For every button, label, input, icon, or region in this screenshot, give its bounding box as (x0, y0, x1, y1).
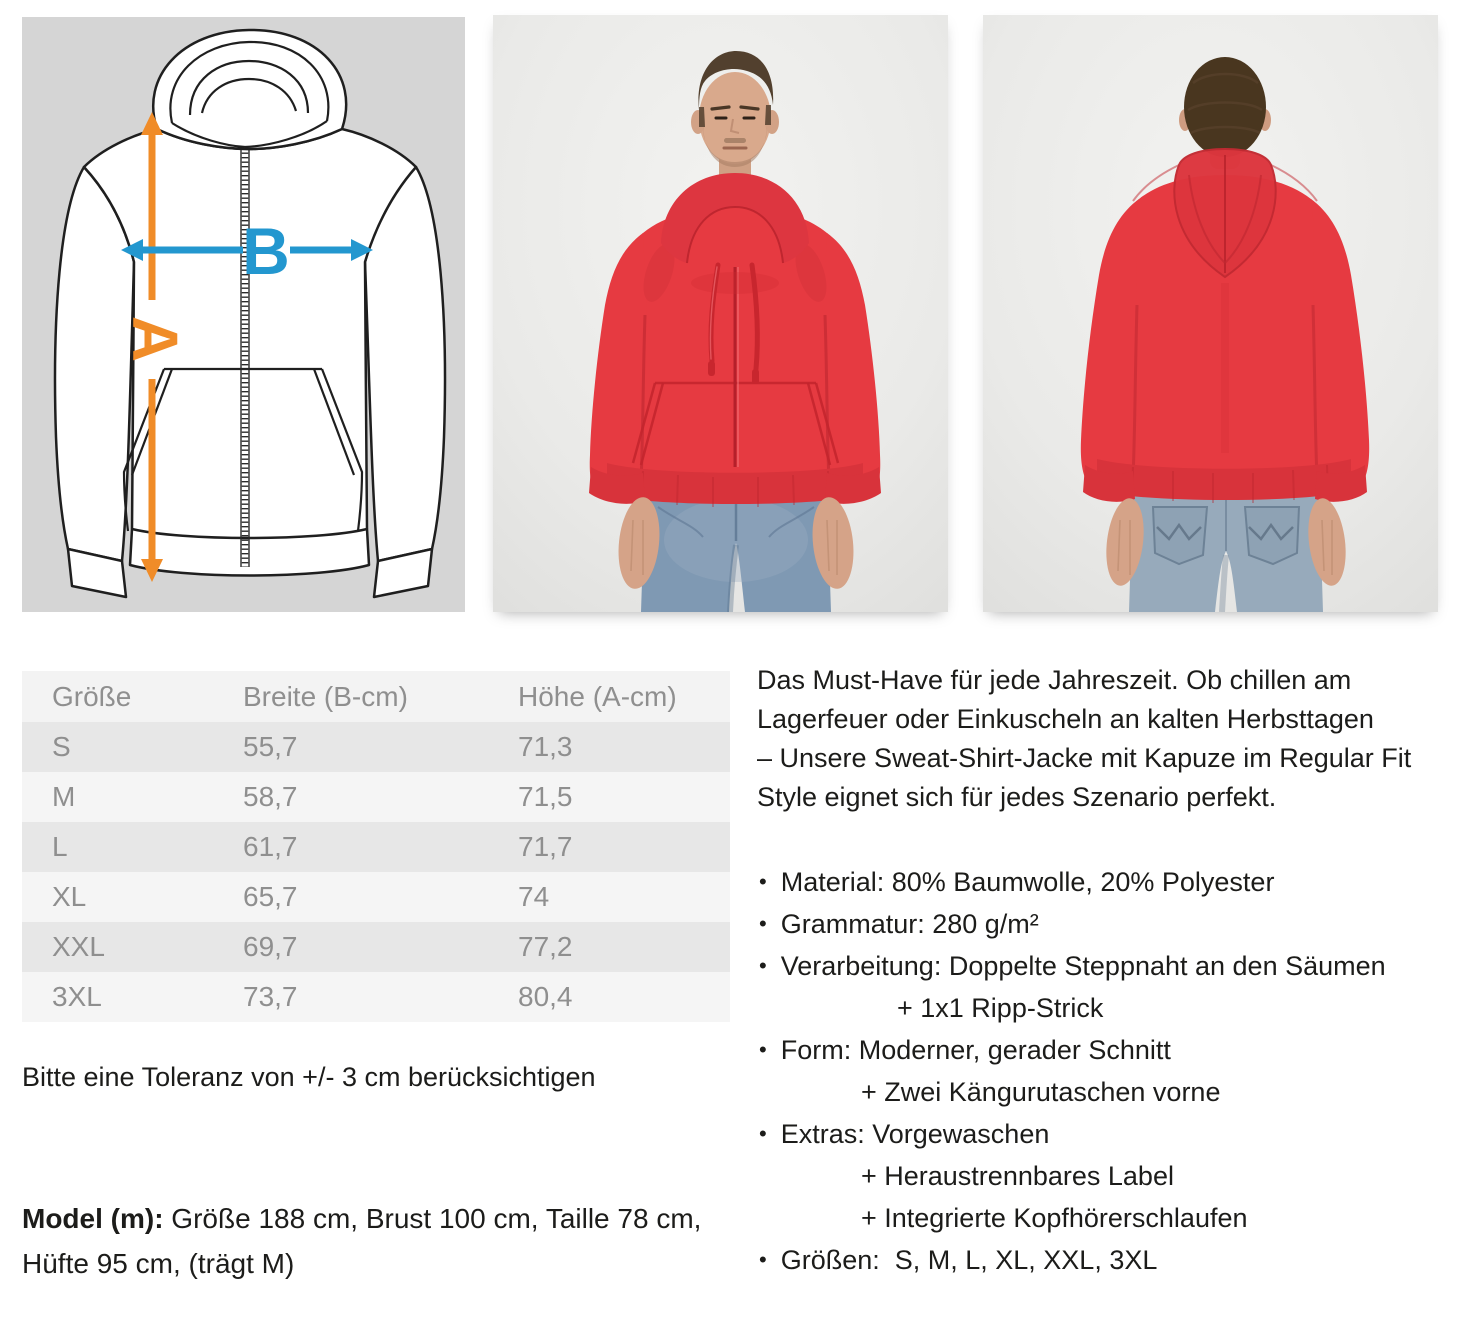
cell-size: 3XL (52, 981, 102, 1012)
model-front-photo (493, 15, 948, 612)
cell-size: S (52, 731, 71, 762)
table-row (22, 722, 730, 772)
model-measurements-note (22, 1196, 728, 1286)
tolerance-note: Bitte eine Toleranz von +/- 3 cm berücksichtigen (22, 1062, 596, 1092)
cell-height: 71,7 (518, 831, 573, 862)
feature-item: • Material: 80% Baumwolle, 20% Polyester (757, 861, 1457, 903)
model-label: Model (m): (22, 1203, 164, 1234)
jeans-back (1129, 483, 1323, 612)
table-row (22, 872, 730, 922)
size-table-header (22, 671, 730, 722)
cell-height: 74 (518, 881, 550, 912)
model-text: Größe 188 cm, Brust 100 cm, Taille 78 cm, Hüfte 95 cm, (trägt M) (22, 1203, 702, 1279)
cell-width: 65,7 (243, 881, 298, 912)
feature-extra: + 1x1 Ripp-Strick (897, 993, 1104, 1023)
intro-line: Lagerfeuer oder Einkuscheln an kalten Herbsttagen (757, 704, 1374, 734)
hoodie-outline-drawing (22, 17, 465, 612)
cell-size: XXL (52, 931, 105, 962)
size-table (22, 671, 730, 1022)
cell-height: 71,5 (518, 781, 573, 812)
height-label: A (119, 315, 191, 363)
cell-width: 55,7 (243, 731, 298, 762)
col-header-size: Größe (52, 680, 132, 712)
table-row (22, 822, 730, 872)
hoodie-front (589, 207, 881, 507)
col-header-height: Höhe (A-cm) (518, 680, 677, 712)
front-view-illustration (493, 15, 948, 612)
width-label: B (242, 214, 290, 288)
cell-width: 61,7 (243, 831, 298, 862)
table-row (22, 772, 730, 822)
cell-height: 71,3 (518, 731, 573, 762)
intro-line: Style eignet sich für jedes Szenario perfekt. (757, 782, 1277, 812)
feature-item: • Extras: Vorgewaschen (757, 1113, 1457, 1155)
cell-width: 73,7 (243, 981, 298, 1012)
table-row (22, 922, 730, 972)
col-header-width: Breite (B-cm) (243, 680, 408, 712)
cell-size: XL (52, 881, 87, 912)
feature-item: • Grammatur: 280 g/m² (757, 903, 1457, 945)
cell-height: 80,4 (518, 981, 573, 1012)
intro-line: – Unsere Sweat-Shirt-Jacke mit Kapuze im Regular Fit (757, 743, 1412, 773)
back-view-illustration (983, 15, 1438, 612)
product-feature-list (757, 861, 1457, 1281)
feature-item: • Form: Moderner, gerader Schnitt (757, 1029, 1457, 1071)
cell-width: 58,7 (243, 781, 298, 812)
cell-size: M (52, 781, 76, 812)
size-diagram-panel (22, 17, 465, 612)
table-row (22, 972, 730, 1022)
model-back-photo (983, 15, 1438, 612)
product-description-intro (757, 661, 1457, 817)
feature-item: • Größen: S, M, L, XL, XXL, 3XL (757, 1239, 1457, 1281)
cell-height: 77,2 (518, 931, 573, 962)
feature-extra: + Heraustrennbares Label (861, 1161, 1174, 1191)
feature-extra: + Integrierte Kopfhörerschlaufen (861, 1203, 1248, 1233)
intro-line: Das Must-Have für jede Jahreszeit. Ob chillen am (757, 665, 1352, 695)
cell-width: 69,7 (243, 931, 298, 962)
cell-size: L (52, 831, 68, 862)
feature-item: • Verarbeitung: Doppelte Steppnaht an den Säumen (757, 945, 1457, 987)
feature-extra: + Zwei Kängurutaschen vorne (861, 1077, 1221, 1107)
